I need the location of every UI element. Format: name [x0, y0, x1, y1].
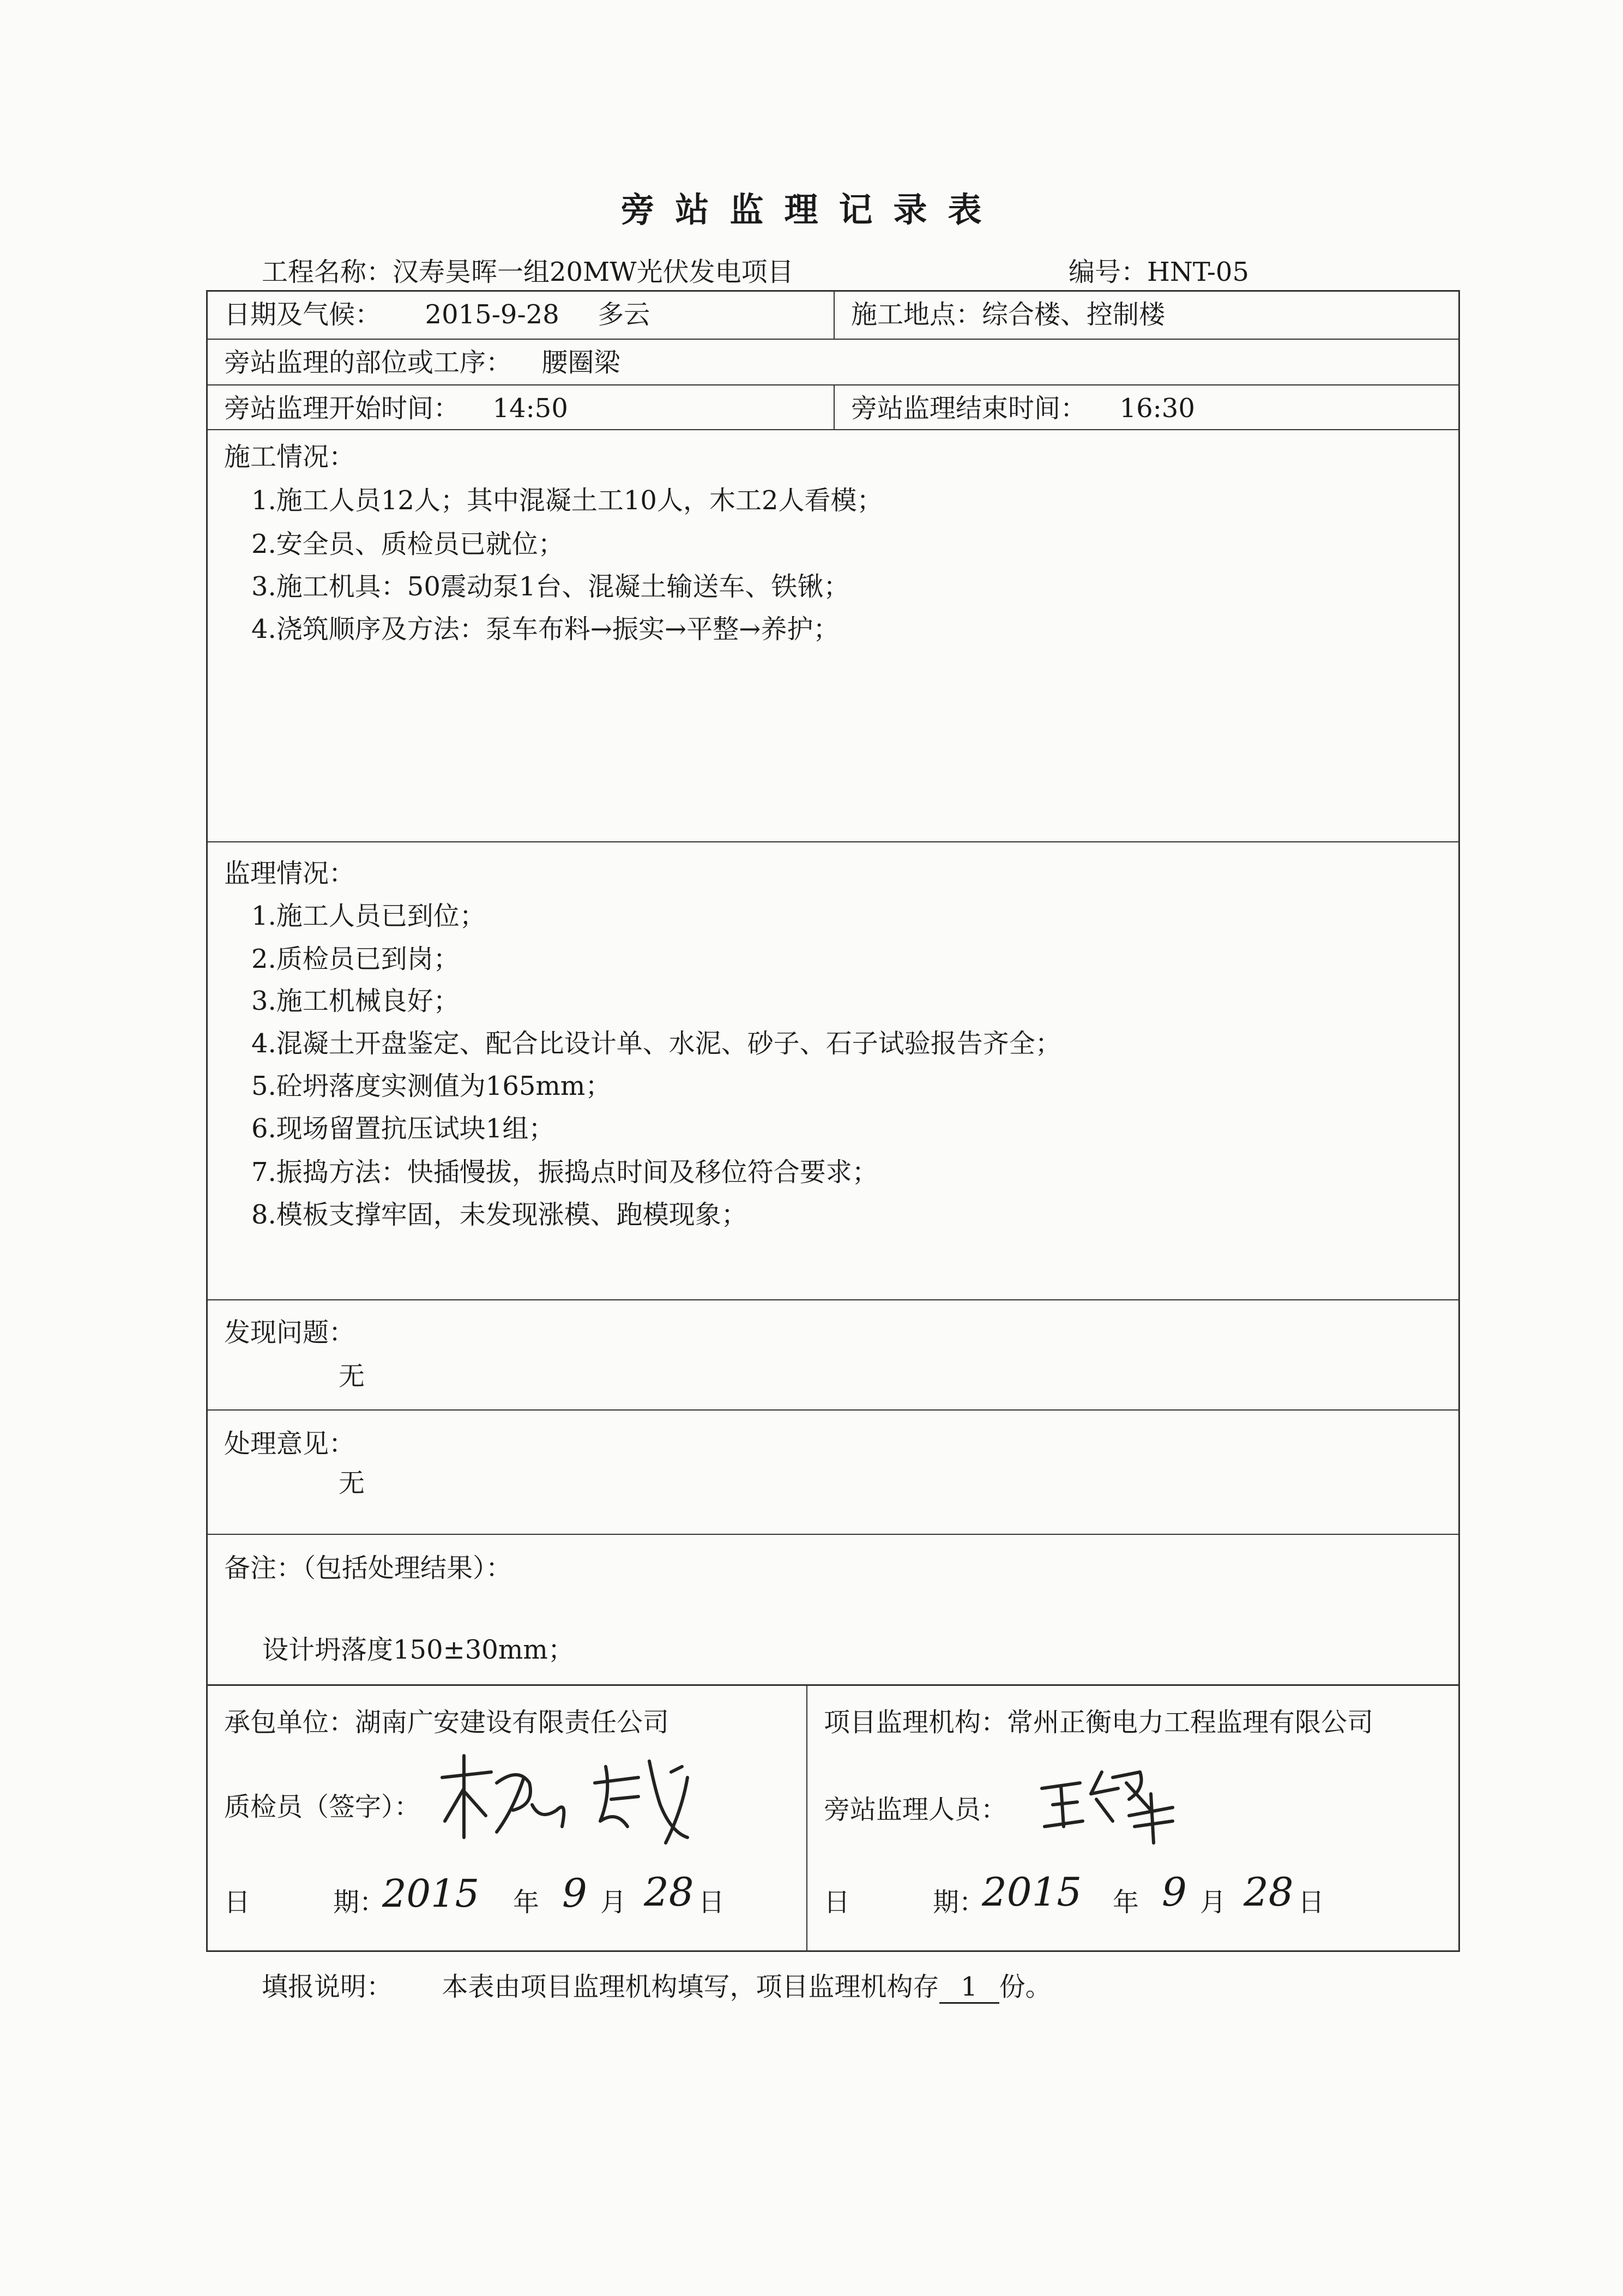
- problems-heading: 发现问题：: [224, 1317, 355, 1348]
- footer-count: 1: [939, 1972, 999, 2004]
- supervision-item: 2.质检员已到岗；: [251, 944, 460, 974]
- part-cell: [208, 340, 1458, 384]
- contractor-unit-value: 湖南广安建设有限责任公司: [355, 1707, 669, 1738]
- problems-value: 无: [339, 1361, 365, 1391]
- remarks-value: 设计坍落度150±30mm；: [262, 1635, 574, 1665]
- construction-item: 2.安全员、质检员已就位；: [251, 529, 564, 559]
- supervisor-date-label-1: 日: [824, 1887, 850, 1918]
- construction-item: 4.浇筑顺序及方法：泵车布料→振实→平整→养护；: [251, 614, 840, 644]
- supervisor-signature: [1031, 1756, 1194, 1848]
- supervisor-org-line: [824, 1701, 1373, 1739]
- footer-text-before: 本表由项目监理机构填写，项目监理机构存: [442, 1972, 939, 2002]
- contractor-date-label-1: 日: [224, 1887, 251, 1918]
- contractor-day-unit: 日: [698, 1887, 725, 1918]
- supervisor-day-unit: 日: [1298, 1887, 1325, 1918]
- project-name-label: 工程名称：: [262, 257, 393, 287]
- part-label: 旁站监理的部位或工序：: [224, 347, 512, 378]
- supervisor-org-label: 项目监理机构：: [824, 1707, 1007, 1738]
- supervision-item: 7.振捣方法：快插慢拔，振捣点时间及移位符合要求；: [251, 1157, 878, 1188]
- inspector-signature: [431, 1745, 715, 1854]
- end-time-value: 16:30: [1119, 393, 1195, 424]
- construction-item: 1.施工人员12人；其中混凝土工10人，木工2人看模；: [251, 485, 883, 516]
- contractor-month-unit: 月: [600, 1887, 627, 1918]
- row-part: [208, 340, 1458, 385]
- handling-section: [208, 1411, 1458, 1535]
- contractor-day-handwritten: 28: [644, 1869, 694, 1915]
- start-time-value: 14:50: [492, 393, 568, 424]
- supervisor-month-handwritten: 9: [1162, 1869, 1187, 1915]
- footer-text-after: 份。: [999, 1972, 1052, 2002]
- project-name-line: [262, 251, 794, 288]
- date-value: 2015-9-28: [425, 299, 559, 330]
- location-label: 施工地点：: [851, 299, 982, 330]
- contractor-year-unit: 年: [513, 1887, 540, 1918]
- end-time-cell: [835, 385, 1462, 429]
- supervision-item: 1.施工人员已到位；: [251, 901, 486, 931]
- supervision-item: 5.砼坍落度实测值为165mm；: [251, 1071, 612, 1101]
- document-code-label: 编号：: [1069, 257, 1148, 287]
- weather-value: 多云: [598, 299, 650, 330]
- remarks-heading: 备注：（包括处理结果）：: [224, 1553, 512, 1583]
- start-time-cell: [208, 385, 835, 429]
- construction-section: [208, 430, 1458, 842]
- footer-note: [262, 1966, 1052, 2004]
- footer-label: 填报说明：: [262, 1972, 393, 2002]
- document-code-value: HNT-05: [1147, 257, 1249, 287]
- supervisor-org-value: 常州正衡电力工程监理有限公司: [1007, 1707, 1374, 1738]
- contractor-unit-label: 承包单位：: [224, 1707, 355, 1738]
- row-time: [208, 385, 1458, 430]
- supervisor-month-unit: 月: [1200, 1887, 1227, 1918]
- end-time-label: 旁站监理结束时间：: [851, 393, 1087, 424]
- supervisor-person-label: 旁站监理人员：: [824, 1794, 1007, 1825]
- supervision-section: [208, 842, 1458, 1300]
- contractor-month-handwritten: 9: [562, 1870, 587, 1916]
- part-value: 腰圈梁: [541, 347, 620, 378]
- problems-section: [208, 1300, 1458, 1411]
- construction-item: 3.施工机具：50震动泵1台、混凝土输送车、铁锹；: [251, 571, 850, 602]
- remarks-section: [208, 1535, 1458, 1685]
- supervision-item: 6.现场留置抗压试块1组；: [251, 1113, 555, 1144]
- supervisor-year-unit: 年: [1113, 1887, 1139, 1918]
- location-cell: [835, 292, 1462, 339]
- inspector-label: 质检员（签字）：: [224, 1792, 421, 1822]
- supervision-heading: 监理情况：: [224, 858, 355, 889]
- contractor-year-handwritten: 2015: [382, 1871, 480, 1916]
- supervisor-day-handwritten: 28: [1244, 1869, 1294, 1915]
- row-date-location: [208, 292, 1458, 340]
- contractor-unit-line: [224, 1701, 669, 1739]
- record-table: [206, 290, 1460, 1686]
- start-time-label: 旁站监理开始时间：: [224, 393, 460, 424]
- supervision-item: 4.混凝土开盘鉴定、配合比设计单、水泥、砂子、石子试验报告齐全；: [251, 1028, 1061, 1059]
- supervisor-date-label-2: 期：: [933, 1887, 986, 1918]
- signature-table: [206, 1685, 1460, 1952]
- supervision-item: 3.施工机械良好；: [251, 986, 460, 1016]
- page-title: 旁站监理记录表: [620, 190, 1003, 230]
- document-code-line: [1069, 251, 1249, 288]
- construction-heading: 施工情况：: [224, 442, 355, 472]
- supervisor-block: [807, 1685, 1462, 1950]
- handling-heading: 处理意见：: [224, 1429, 355, 1459]
- project-name-value: 汉寿昊晖一组20MW光伏发电项目: [393, 257, 794, 287]
- contractor-date-label-2: 期：: [333, 1887, 386, 1918]
- date-cell: [208, 292, 835, 339]
- supervisor-year-handwritten: 2015: [982, 1869, 1082, 1915]
- handling-value: 无: [339, 1468, 365, 1498]
- date-label: 日期及气候：: [224, 299, 382, 330]
- location-value: 综合楼、控制楼: [982, 299, 1166, 330]
- supervision-item: 8.模板支撑牢固，未发现涨模、跑模现象；: [251, 1200, 747, 1230]
- contractor-block: [208, 1685, 807, 1950]
